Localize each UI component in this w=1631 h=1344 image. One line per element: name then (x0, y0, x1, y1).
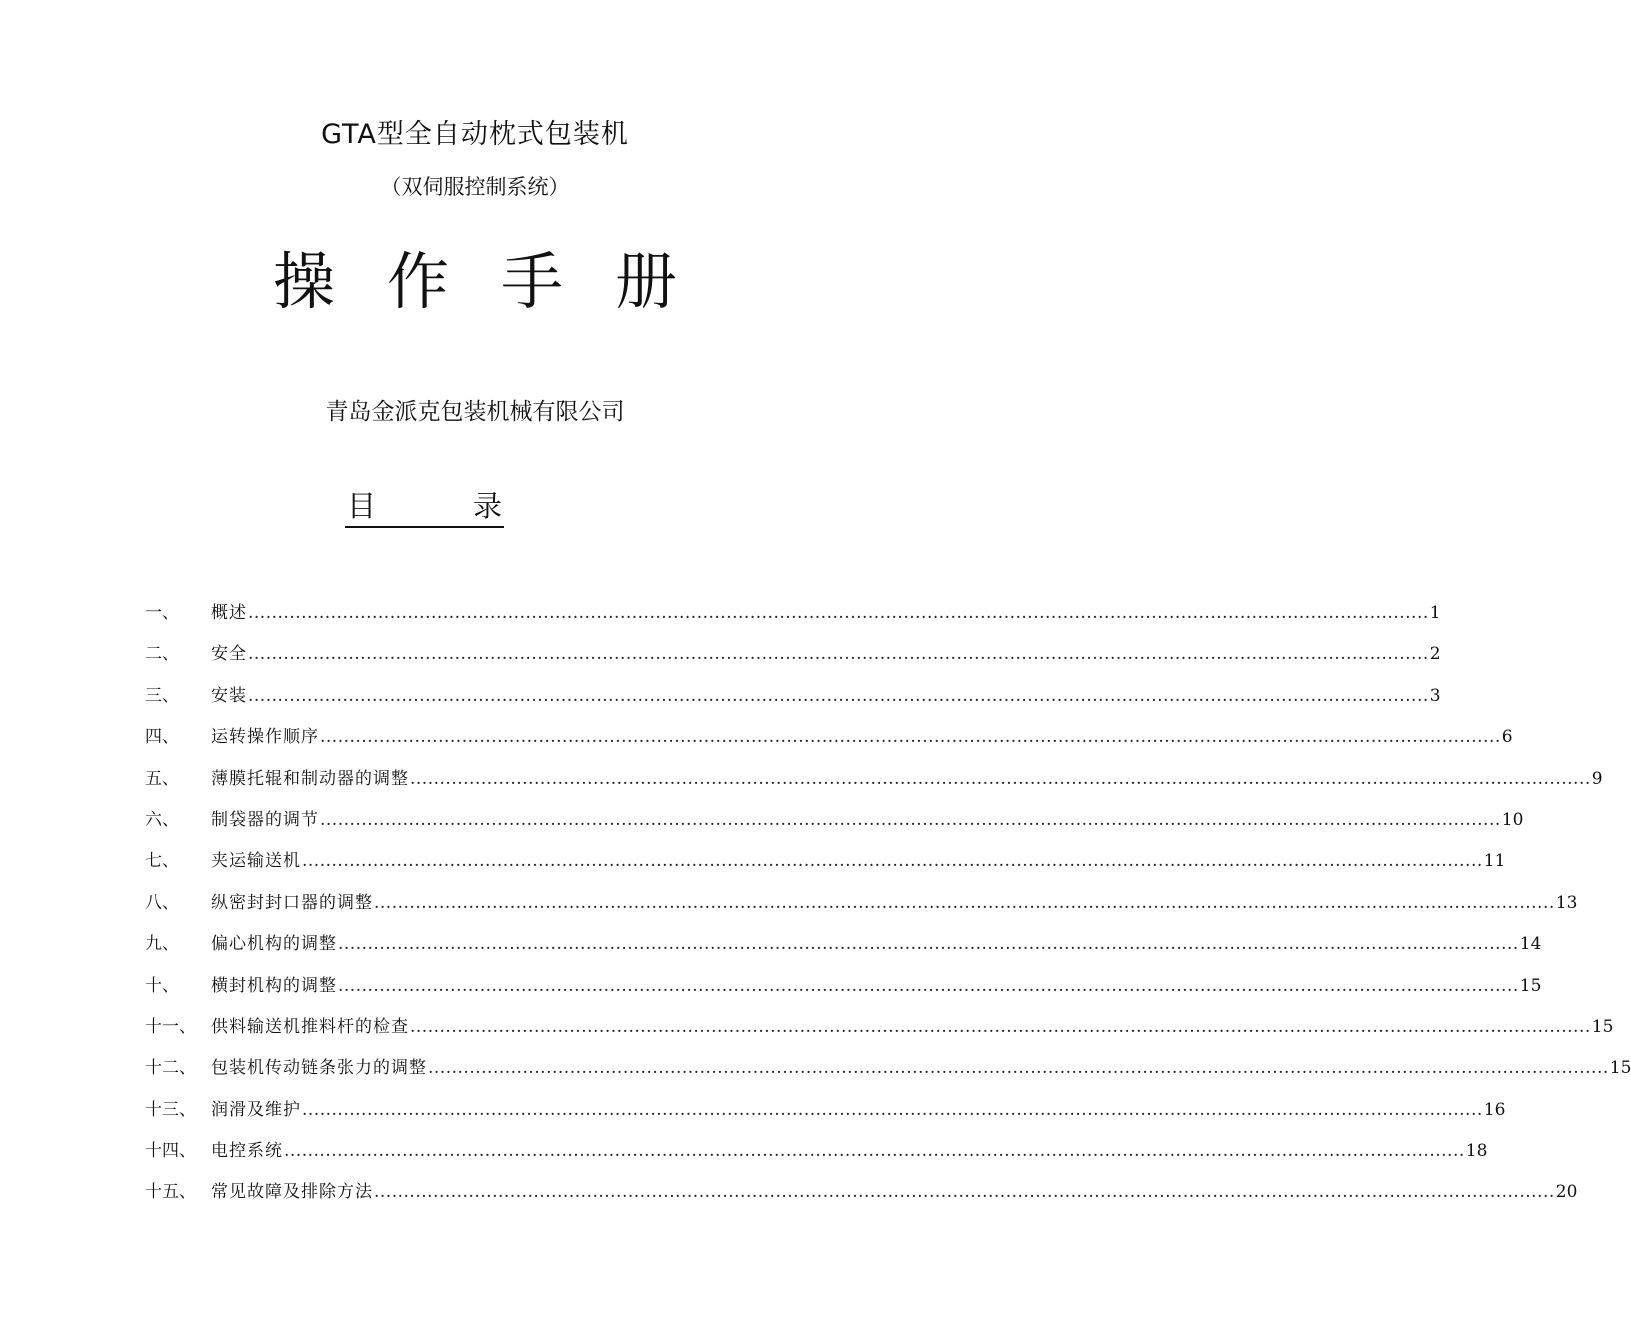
toc-entry-title: 安全 (211, 644, 247, 665)
toc-entry-page: 9 (1591, 768, 1603, 789)
dot-leader: ........................................................................................................................................................................................................ (284, 1141, 1465, 1162)
toc-entry-page: 14 (1519, 934, 1542, 955)
toc-entry-page: 1 (1429, 603, 1441, 623)
dot-leader: ........................................................................................................................................................................................................ (248, 685, 1429, 706)
toc-entry-page: 3 (1429, 685, 1441, 706)
toc-entry-title: 润滑及维护 (211, 1099, 301, 1120)
toc-entry-page: 15 (1519, 975, 1542, 996)
toc-entry-number: 七、 (145, 851, 179, 872)
toc-entry-title: 电控系统 (211, 1141, 283, 1162)
toc-entry[interactable] (145, 1095, 1506, 1136)
toc-entry-number: 三、 (145, 685, 179, 706)
toc-entry-title: 常见故障及排除方法 (211, 1182, 373, 1203)
toc-entry-page: 6 (1501, 727, 1513, 748)
table-of-contents (145, 598, 1631, 1219)
dot-leader: ........................................................................................................................................................................................................ (320, 809, 1501, 830)
toc-entry-title: 横封机构的调整 (211, 975, 337, 996)
toc-entry[interactable] (145, 764, 1603, 805)
dot-leader: ........................................................................................................................................................................................................ (338, 975, 1519, 996)
toc-entry-title: 纵密封封口器的调整 (211, 892, 373, 913)
dot-leader: ........................................................................................................................................................................................................ (428, 1058, 1609, 1079)
toc-entry-page: 18 (1465, 1141, 1488, 1162)
toc-entry-title: 供料输送机推料杆的检查 (211, 1016, 409, 1037)
dot-leader: ........................................................................................................................................................................................................ (320, 727, 1501, 748)
toc-entry-number: 二、 (145, 644, 179, 665)
company-name: 青岛金派克包装机械有限公司 (325, 399, 625, 425)
toc-entry-page: 10 (1501, 809, 1524, 830)
toc-entry-title: 包装机传动链条张力的调整 (211, 1058, 427, 1079)
toc-entry-page: 20 (1555, 1182, 1578, 1203)
toc-entry[interactable] (145, 846, 1506, 887)
toc-entry[interactable] (145, 888, 1578, 929)
toc-entry-number: 一、 (145, 603, 179, 623)
toc-entry-page: 15 (1591, 1016, 1614, 1037)
toc-entry-number: 十五、 (145, 1182, 196, 1203)
toc-entry[interactable] (145, 1136, 1488, 1177)
toc-entry-number: 十三、 (145, 1099, 196, 1120)
toc-entry[interactable] (145, 598, 1441, 639)
toc-entry[interactable] (145, 681, 1441, 722)
document-subtitle: （双伺服控制系统） (380, 175, 570, 199)
dot-leader: ........................................................................................................................................................................................................ (248, 644, 1429, 665)
toc-entry[interactable] (145, 1177, 1578, 1218)
manual-title: 操作手册 (272, 245, 729, 318)
dot-leader: ........................................................................................................................................................................................................ (374, 1182, 1555, 1203)
toc-entry-page: 13 (1555, 892, 1578, 913)
toc-heading (345, 484, 504, 528)
toc-heading-right: 录 (472, 489, 502, 523)
toc-entry[interactable] (145, 639, 1441, 680)
toc-entry[interactable] (145, 929, 1542, 970)
toc-entry-page: 16 (1483, 1099, 1506, 1120)
document-title: GTA型全自动枕式包装机 (321, 119, 629, 150)
toc-entry-number: 五、 (145, 768, 179, 789)
dot-leader: ........................................................................................................................................................................................................ (410, 1016, 1591, 1037)
toc-entry-title: 安装 (211, 685, 247, 706)
toc-entry-number: 十四、 (145, 1141, 196, 1162)
toc-entry-number: 四、 (145, 727, 179, 748)
toc-entry-title: 运转操作顺序 (211, 727, 319, 748)
dot-leader: ........................................................................................................................................................................................................ (374, 892, 1555, 913)
toc-entry-title: 夹运输送机 (211, 851, 301, 872)
toc-entry[interactable] (145, 1012, 1614, 1053)
toc-entry[interactable] (145, 722, 1513, 763)
toc-entry-page: 2 (1429, 644, 1441, 665)
dot-leader: ........................................................................................................................................................................................................ (302, 851, 1483, 872)
dot-leader: ........................................................................................................................................................................................................ (302, 1099, 1483, 1120)
toc-entry-number: 九、 (145, 934, 179, 955)
toc-entry-title: 偏心机构的调整 (211, 934, 337, 955)
toc-entry-title: 薄膜托辊和制动器的调整 (211, 768, 409, 789)
toc-entry-page: 15 (1609, 1058, 1631, 1079)
toc-entry-title: 制袋器的调节 (211, 809, 319, 830)
toc-entry[interactable] (145, 1053, 1631, 1094)
toc-entry[interactable] (145, 971, 1542, 1012)
toc-entry-title: 概述 (211, 603, 247, 623)
toc-entry-number: 十、 (145, 975, 179, 996)
toc-heading-left: 目 (347, 489, 377, 523)
dot-leader: ........................................................................................................................................................................................................ (248, 603, 1429, 623)
toc-entry-number: 十一、 (145, 1016, 196, 1037)
toc-entry[interactable] (145, 805, 1524, 846)
dot-leader: ........................................................................................................................................................................................................ (410, 768, 1591, 789)
dot-leader: ........................................................................................................................................................................................................ (338, 934, 1519, 955)
toc-entry-number: 十二、 (145, 1058, 196, 1079)
toc-entry-number: 六、 (145, 809, 179, 830)
toc-entry-page: 11 (1483, 851, 1506, 872)
toc-entry-number: 八、 (145, 892, 179, 913)
